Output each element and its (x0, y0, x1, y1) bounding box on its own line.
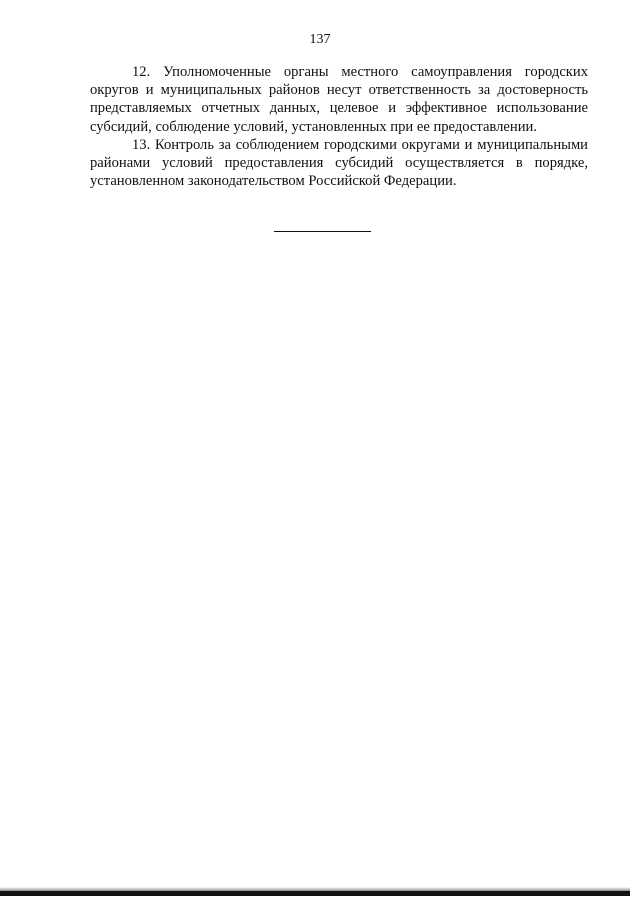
paragraph-12: 12. Уполномоченные органы местного самоуправления городских округов и муниципальных районов несут ответственность за достоверность представляемых отчетных данных, целевое и эффективное использование субсидий, соблюдение условий, установленных при ее предоставлении. (90, 64, 588, 135)
scan-edge (0, 891, 630, 896)
document-body (90, 63, 588, 190)
end-of-document-rule (274, 231, 371, 232)
page-number: 137 (309, 32, 331, 47)
paragraph-13: 13. Контроль за соблюдением городскими округами и муниципальными районами условий предоставления субсидий осуществляется в порядке, установленном законодательством Российской Федерации. (90, 136, 588, 190)
